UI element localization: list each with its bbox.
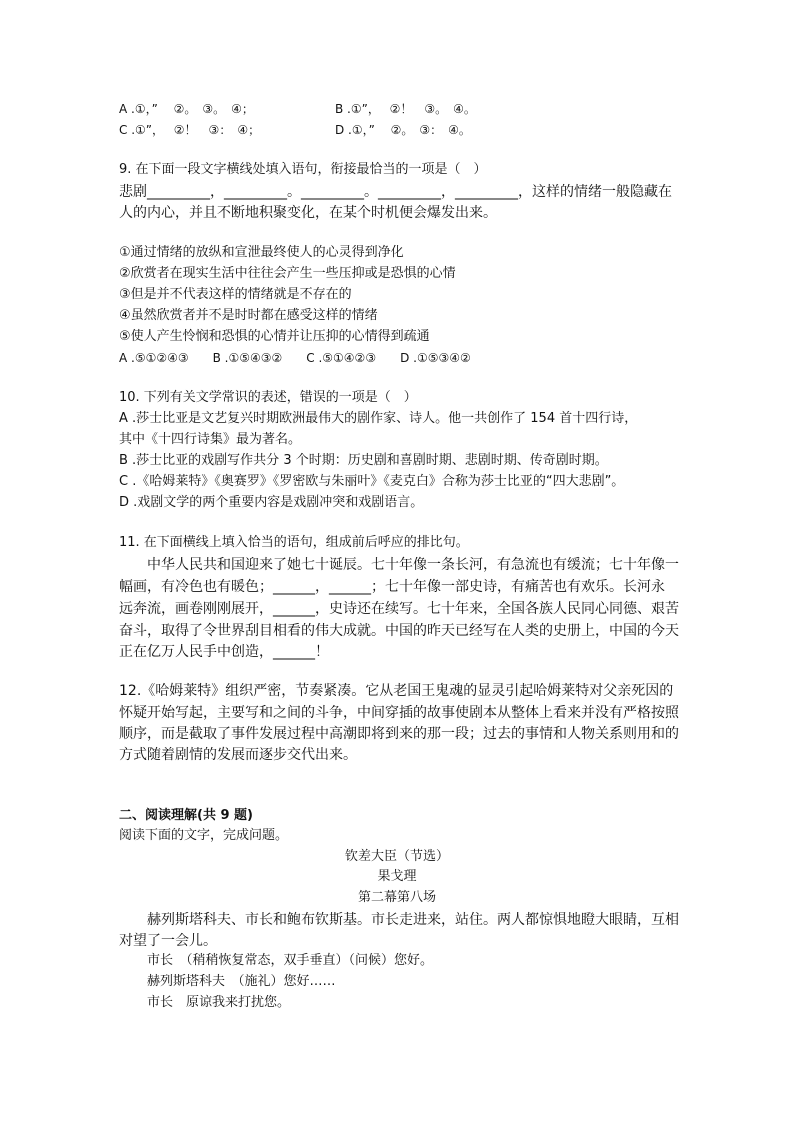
q12-line-1: 12.《哈姆莱特》组织严密，节奏紧凑。它从老国王鬼魂的显灵引起哈姆莱特对父亲死因的 bbox=[119, 683, 674, 699]
q8-option-c: C .①”， ②！ ③： ④； bbox=[119, 123, 261, 137]
stage-direction-line-2: 对望了一会儿。 bbox=[119, 933, 217, 949]
q8-options-row-2 bbox=[119, 121, 471, 138]
q9-item-3: ③但是并不代表这样的情绪就是不存在的 bbox=[119, 287, 352, 302]
q9-item-2: ②欣赏者在现实生活中往往会产生一些压抑或是恐惧的心情 bbox=[119, 266, 456, 281]
q12-line-3: 顺序，而是截取了事件发展过程中高潮即将到来的那一段；过去的事情和人物关系则用和的 bbox=[119, 726, 679, 742]
play-scene: 第二幕第八场 bbox=[357, 890, 436, 905]
q12-line-4: 方式随着剧情的发展而逐步交代出来。 bbox=[119, 747, 357, 763]
q9-item-1: ①通过情绪的放纵和宣泄最终使人的心灵得到净化 bbox=[119, 245, 404, 260]
q9-options: A .⑤①②④③ B .①⑤④③② C .⑤①④②③ D .①⑤③④② bbox=[119, 351, 471, 365]
q8-option-b: B .①”， ②！ ③。 ④。 bbox=[335, 102, 476, 116]
dialogue-line-3: 市长 原谅我来打扰您。 bbox=[147, 995, 291, 1010]
section-heading: 二、阅读理解(共 9 题) bbox=[119, 808, 253, 823]
q10-option-a-line-1: A .莎士比亚是文艺复兴时期欧洲最伟大的剧作家、诗人。他一共创作了 154 首十四行诗， bbox=[119, 411, 638, 426]
q11-line-2: 幅画，有冷色也有暖色；______，______；七十年像一部史诗，有痛苦也有欢乐。长河永 bbox=[119, 579, 665, 595]
play-title: 钦差大臣（节选） bbox=[344, 849, 449, 864]
q9-line-2: 人的内心，并且不断地积聚变化，在某个时机便会爆发出来。 bbox=[119, 205, 497, 221]
q9-line-1: 悲剧_________，_________。_________。_________，_________，这样的情绪一般隐藏在 bbox=[119, 184, 672, 200]
q10-option-b: B .莎士比亚的戏剧写作共分 3 个时期：历史剧和喜剧时期、悲剧时期、传奇剧时期。 bbox=[119, 453, 608, 468]
q10-stem: 10. 下列有关文学常识的表述，错误的一项是（ ） bbox=[119, 390, 417, 405]
play-author: 果戈理 bbox=[377, 869, 417, 884]
q11-line-4: 奋斗，取得了令世界刮目相看的伟大成就。中国的昨天已经写在人类的史册上，中国的今天 bbox=[119, 623, 679, 639]
q10-option-c: C .《哈姆莱特》《奥赛罗》《罗密欧与朱丽叶》《麦克白》合称为莎士比亚的“四大悲剧”。 bbox=[119, 474, 625, 489]
q8-option-d: D .①，” ②。 ③： ④。 bbox=[335, 123, 471, 137]
section-intro: 阅读下面的文字，完成问题。 bbox=[119, 828, 289, 843]
dialogue-line-2: 赫列斯塔科夫 （施礼）您好…… bbox=[147, 974, 336, 989]
q11-stem: 11. 在下面横线上填入恰当的语句，组成前后呼应的排比句。 bbox=[119, 535, 469, 550]
dialogue-line-1: 市长 （稍稍恢复常态，双手垂直）（问候）您好。 bbox=[147, 953, 434, 968]
q11-line-3: 远奔流，画卷刚刚展开，______，史诗还在续写。七十年来，全国各族人民同心同德、艰苦 bbox=[119, 601, 679, 617]
stage-direction-line-1: 赫列斯塔科夫、市长和鲍布钦斯基。市长走进来，站住。两人都惊惧地瞪大眼睛，互相 bbox=[147, 912, 679, 928]
q10-option-a-line-2: 其中《十四行诗集》最为著名。 bbox=[119, 432, 302, 447]
q11-line-5: 正在亿万人民手中创造，______！ bbox=[119, 644, 329, 660]
q12-line-2: 怀疑开始写起，主要写和之间的斗争，中间穿插的故事使剧本从整体上看来并没有严格按照 bbox=[119, 705, 679, 721]
q9-stem: 9. 在下面一段文字横线处填入语句，衔接最恰当的一项是（ ） bbox=[119, 162, 487, 177]
q10-option-d: D .戏剧文学的两个重要内容是戏剧冲突和戏剧语言。 bbox=[119, 495, 424, 510]
q9-item-5: ⑤使人产生怜悯和恐惧的心情并让压抑的心情得到疏通 bbox=[119, 329, 430, 344]
q9-item-4: ④虽然欣赏者并不是时时都在感受这样的情绪 bbox=[119, 308, 378, 323]
q8-option-a: A .①，” ②。 ③。 ④； bbox=[119, 102, 254, 116]
q11-line-1: 中华人民共和国迎来了她七十诞辰。七十年像一条长河，有急流也有缓流；七十年像一 bbox=[147, 557, 679, 573]
q8-options-row-1 bbox=[119, 100, 476, 117]
